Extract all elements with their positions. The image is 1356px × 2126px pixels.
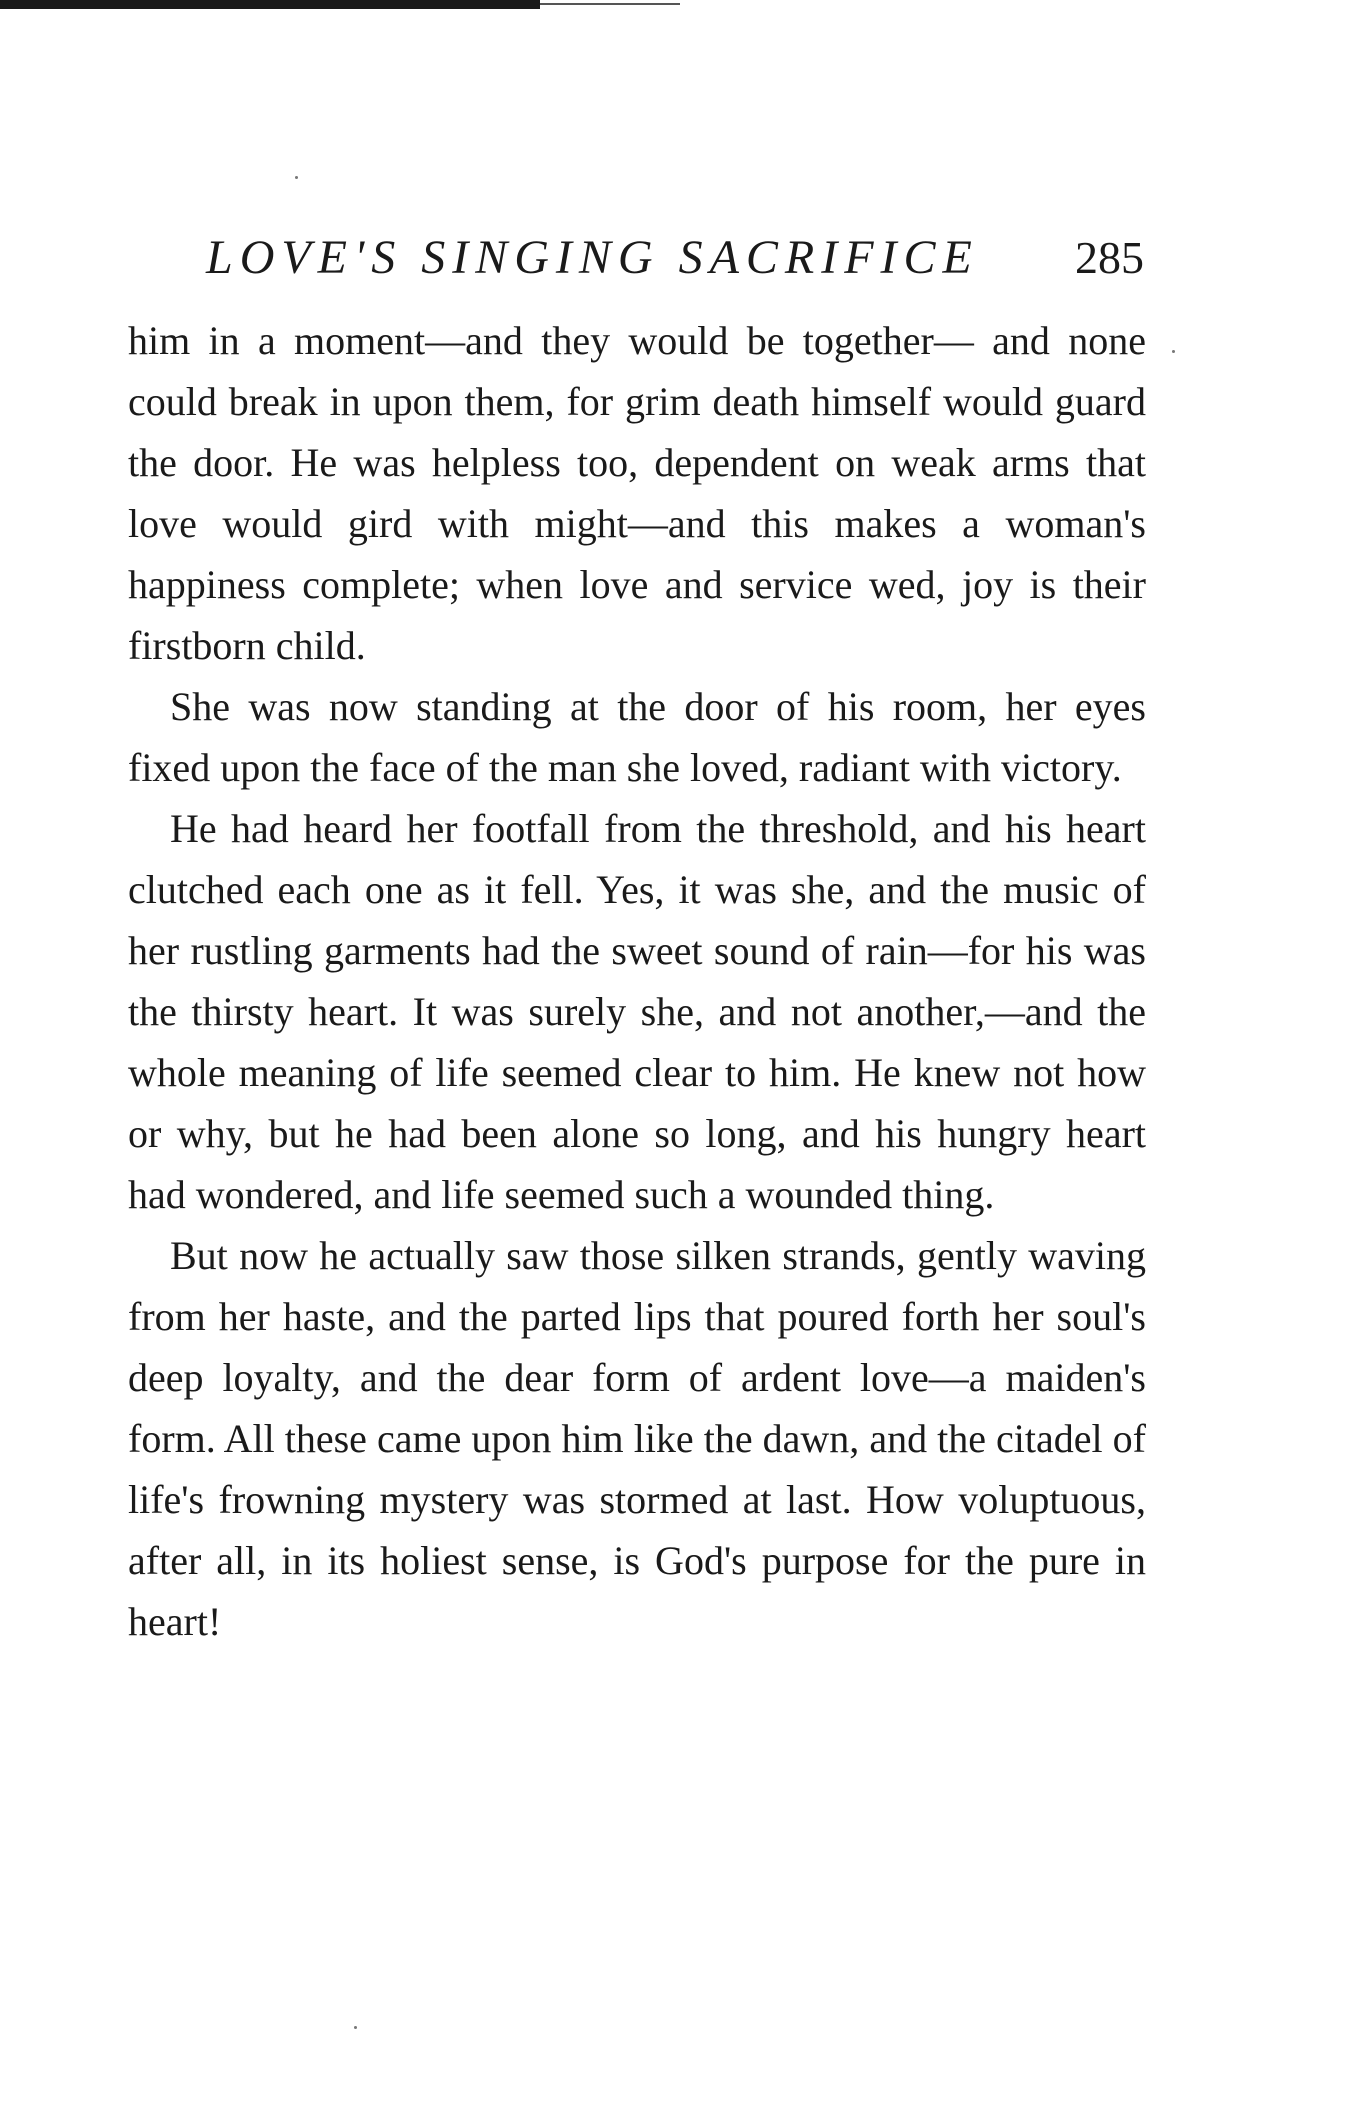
ink-speck: [354, 2026, 357, 2029]
paragraph-1: him in a moment—and they would be together— and none could break in upon them, for grim death himself would guard the door. He was helpless too, dependent on weak arms that love would gird with might—and this makes a woman's happiness complete; when love and service wed, joy is their firstborn child.: [128, 318, 1146, 668]
paragraph-4: But now he actually saw those silken strands, gently waving from her haste, and the parted lips that poured forth her soul's deep loyalty, and the dear form of ardent love—a maiden's form. All these came upon him like the dawn, and the citadel of life's frowning mystery was stormed at last. How voluptuous, after all, in its holiest sense, is God's purpose for the pure in heart!: [128, 1233, 1146, 1644]
top-edge-rule-tail: [540, 3, 680, 5]
body-text: [128, 310, 1146, 1652]
page-number: 285: [1075, 232, 1144, 283]
paragraph-2: She was now standing at the door of his room, her eyes fixed upon the face of the man she loved, radiant with victory.: [128, 684, 1146, 790]
paragraph-3: He had heard her footfall from the threshold, and his heart clutched each one as it fell. Yes, it was she, and the music of her rustling garments had the sweet sound of rain—for his was the thirsty heart. It was surely she, and not another,—and the whole meaning of life seemed clear to him. He knew not how or why, but he had been alone so long, and his hungry heart had wondered, and life seemed such a wounded thing.: [128, 806, 1146, 1217]
page-header: [206, 228, 1144, 288]
ink-speck: [295, 176, 298, 179]
ink-speck: [1172, 350, 1175, 353]
running-title: LOVE'S SINGING SACRIFICE: [206, 231, 979, 284]
top-edge-rule: [0, 0, 540, 9]
